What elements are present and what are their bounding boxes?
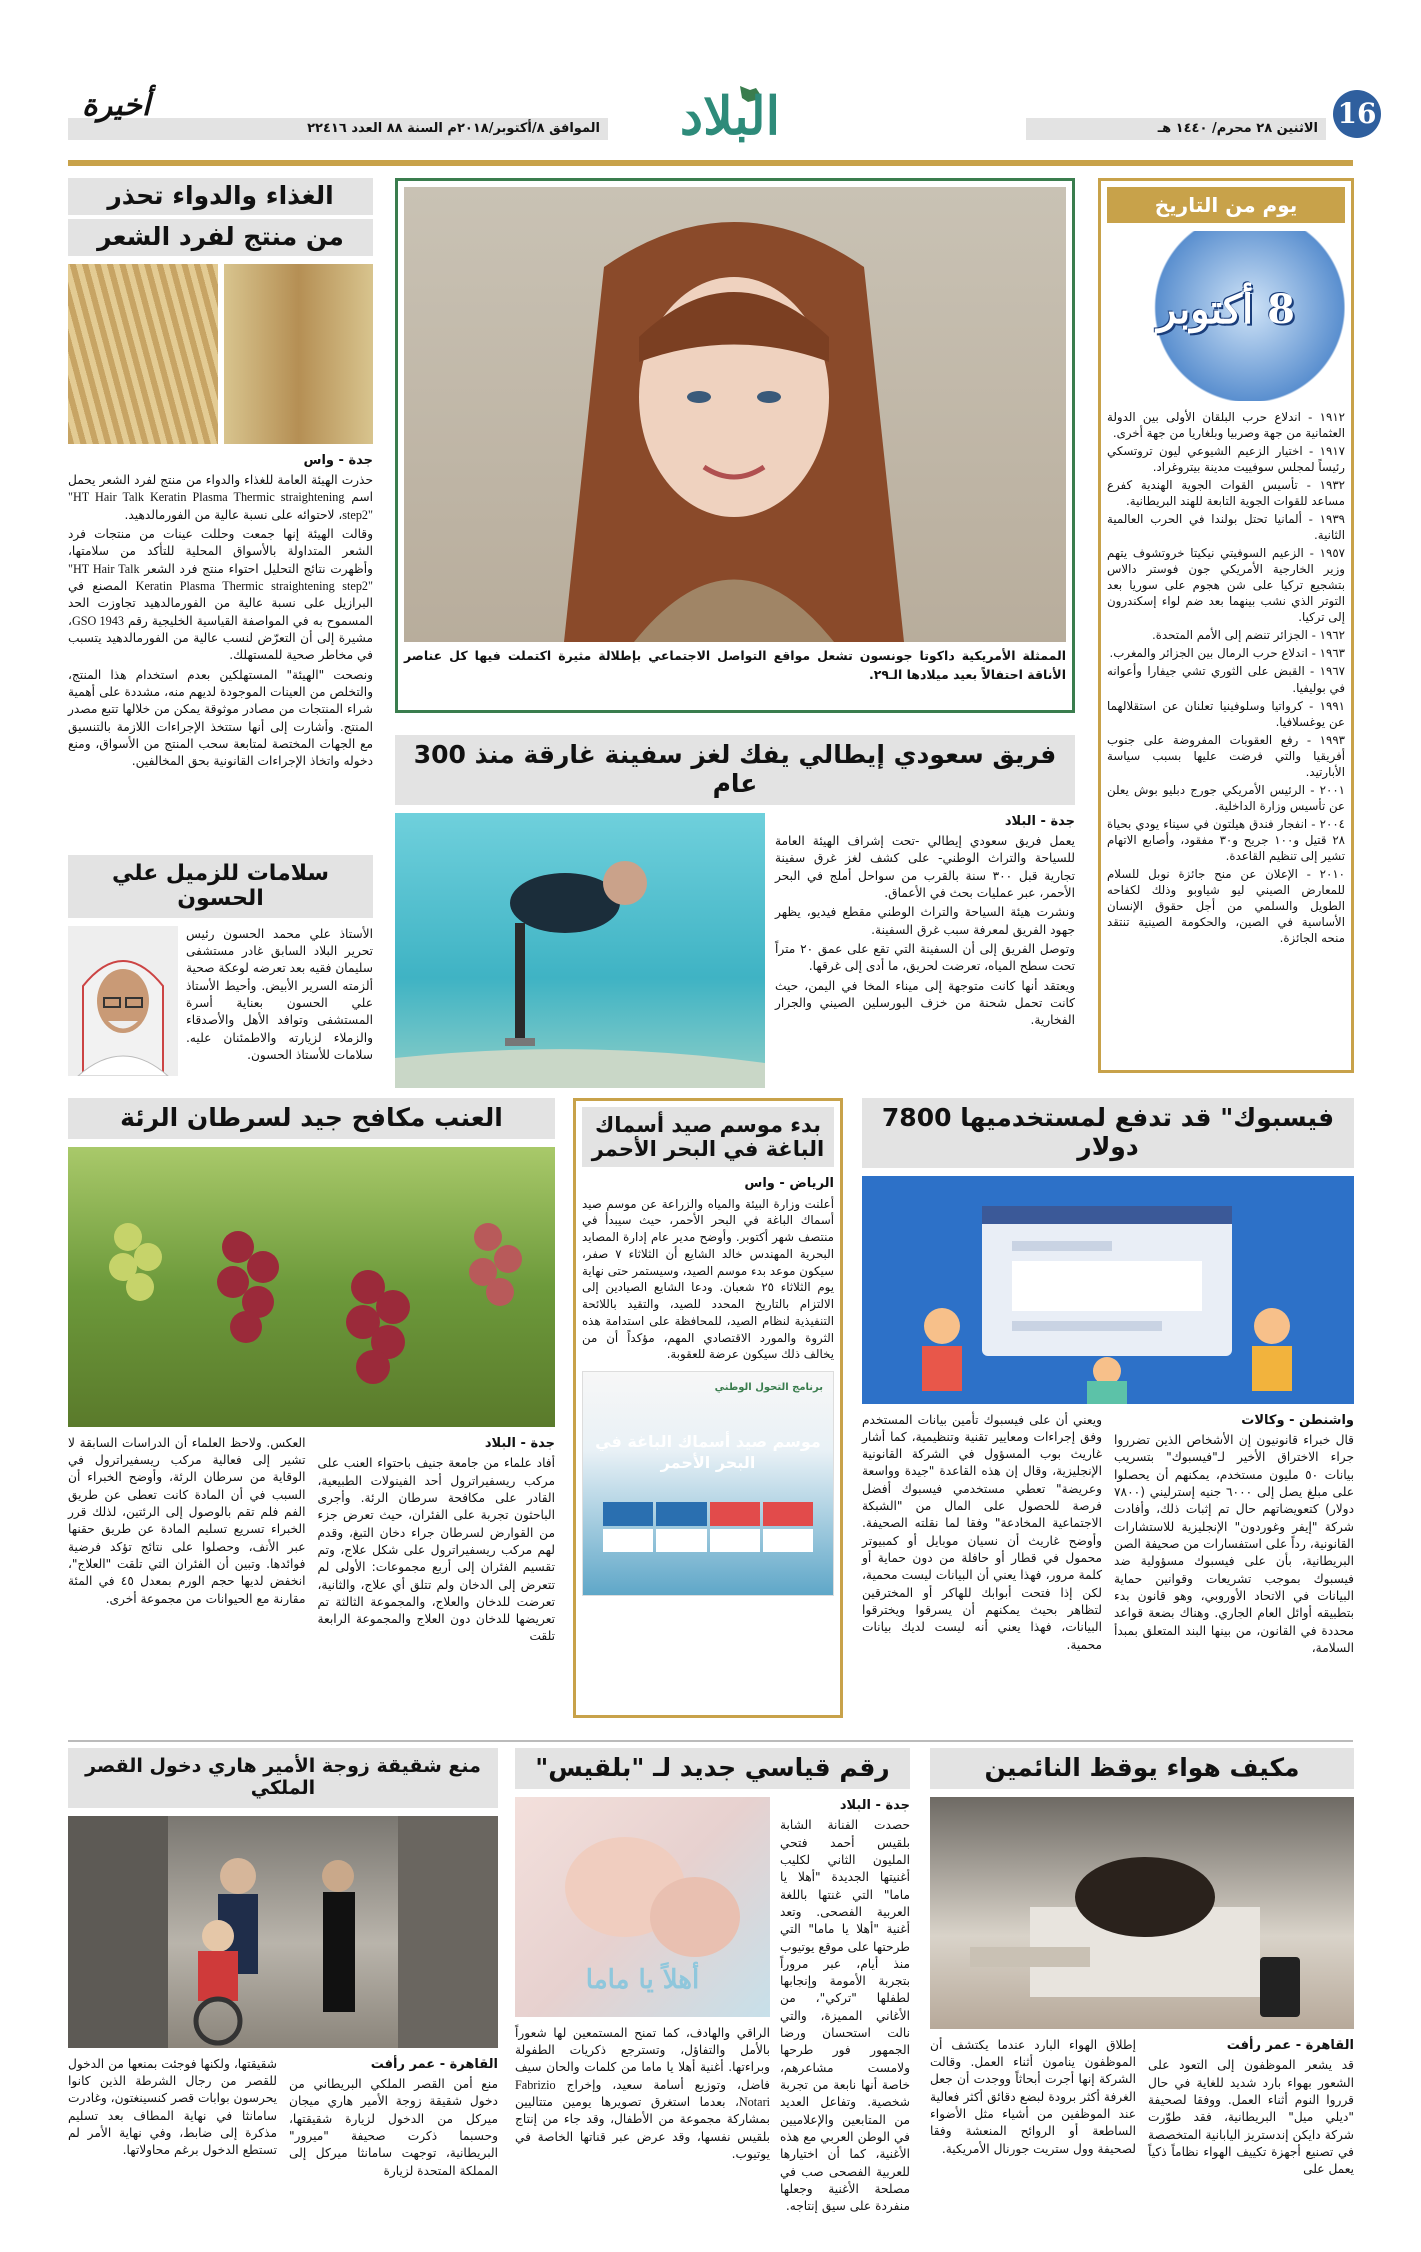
royal-article [68,1748,498,2228]
fish-poster-subtitle: برنامج التحول الوطني [714,1382,823,1394]
grapes-photo [68,1147,555,1427]
fish-poster-title: موسم صيد أسماك الباغة في البحر الأحمر [595,1432,821,1473]
facebook-column-2: ويعني أن على فيسبوك تأمين بيانات المستخدم وفق إجراءات ومعايير تقنية وتنظيمية، كما أشار غاريث بوب المسؤول في الشركة القانونية الإنجليزية، وقال إن هذه القاعدة "جيدة وواسعة وعريضة" تعطي مستخدمي فيسبوك أفضل فرصة للحصول على المال من "الشبكة الاجتماعية المخادعة" وفقا لما نقلته الصحيفة. وأوضح غاريث أن نسيان موبايل أو كمبيوتر محمول في قطار أو حافلة من دون حماية أو كلمة مرور، فهذا يعني أن البيانات ليست محمية، لكن إذا فتحت أبوابك للهاكر أو المخترقين لتظاهر بحيث يمكنهم أن يسرقوا ويخترقوا البيانات، فهذا يعني أنه ليست لديك بيانات محمية. [862,1412,1102,1652]
history-item: ٢٠١٠ - الإعلان عن منح جائزة نوبل للسلام للمعارض الصيني ليو شياوبو وذلك لكفاحه الطويل والسلمي من أجل حقوق الإنسان الأساسية في الصين، والحكومة الصينية تنتقد منحه الجائزة. [1107,866,1345,945]
fish-headline: بدء موسم صيد أسماك الباغة في البحر الأحمر [582,1107,834,1167]
royal-column-2: شقيقتها، ولكنها فوجئت بمنعها من الدخول للقصر من رجال الشرطة الذين كانوا يحرسون بوابات قصر كنسينغتون، وغادرت سامانثا في نهاية المطاف بعد تسليم مذكرة إلى ضابط، وفي نهاية الأمر لم تستطع الدخول برغم محاولاتها. [68,2056,277,2158]
history-item: ٢٠٠١ - الرئيس الأمريكي جورج دبليو بوش يعلن عن تأسيس وزارة الداخلية. [1107,782,1345,813]
fish-poster [582,1371,834,1596]
facebook-paragraph: قال خبراء قانونيون إن الأشخاص الذين تضرروا جراء الاختراق الأخير لـ"فيسبوك" بتسريب بيانات ٥٠ مليون مستخدم، يمكنهم أن يحصلوا على مبلغ يصل إلى ٦٠٠٠ جنيه إسترليني (٧٨٠٠ دولار) كتعويضاتهم حال تم إثبات ذلك، وأفادت شركة "إيفر وغوردون" الإنجليزية للاستشارات القانونية، رداً على استفسارات من صحيفة الصن البريطانية، بأن على فيسبوك مسؤولية ضد فيسبوك بموجب تشريعات وقوانين حماية البيانات في الاتحاد الأوروبي، وهو قانون بدء بتطبيقه أوائل العام الجاري. وهناك بضعة قواعد محددة في القانون، من بينها البند المتعلق بمبدأ السلامة، [1114,1432,1354,1655]
hair-paragraph: ونصحت "الهيئة" المستهلكين بعدم استخدام هذا المنتج، والتخلص من العينات الموجودة لديهم منه، مشددة على أهمية شراء المنتجات من مصادر موثوقة يمكن من خلالها تتبع مصدر المنتج. وأشارت إلى أنها ستتخذ الإجراءات اللازمة بالتنسيق مع الجهات المختصة لمتابعة سحب المنتج من الأسواق، ومنع دخوله واتخاذ الإجراءات القانونية بحق المخالفين. [68,667,373,769]
ac-headline: مكيف هواء يوقظ النائمين [930,1748,1354,1789]
condolence-body: الأستاذ علي محمد الحسون رئيس تحرير البلاد السابق غادر مستشفى سليمان فقيه بعد تعرضه لوعكة صحية ألزمته السرير الأبيض. وأحيط الأستاذ علي الحسون بعناية أسرة المستشفى وتوافد الأهل والأصدقاء والزملاء لزيارته والاطمئنان عليه. سلامات للأستاذ الحسون. [186,926,373,1062]
royal-column-1 [289,2056,498,2182]
history-item: ١٩١٢ - اندلاع حرب البلقان الأولى بين الدولة العثمانية من جهة وصربيا وبلغاريا من جهة أخرى. [1107,410,1345,441]
balqees-byline: جدة - البلاد [839,1797,910,1813]
hair-byline: جدة - واس [303,452,373,468]
history-logo-text: 8 أكتوبر [1157,286,1295,333]
portrait-man-icon [68,926,178,1076]
ac-column-1 [1148,2037,1354,2181]
fish-body [582,1175,834,1363]
date-right-bar: الاثنين ٢٨ محرم/ ١٤٤٠ هـ [1026,118,1326,140]
ship-paragraph: يعمل فريق سعودي إيطالي -تحت إشراف الهيئة العامة للسياحة والتراث الوطني- على كشف لغز غرق سفينة تجارية قبل ٣٠٠ سنة بالقرب من سواحل أملج في البحر الأحمر، عبر عمليات بحث في الأعماق. [775,833,1075,900]
history-box [1098,178,1354,1073]
facebook-byline: واشنطن - وكالات [1241,1412,1354,1428]
royal-paragraph: منع أمن القصر الملكي البريطاني من دخول شقيقة زوجة الأمير هاري ميجان ميركل من الدخول لزيارة شقيقتها، وحسبما ذكرت صحيفة "ميرور" البريطانية، توجهت سامانثا ميركل إلى المملكة المتحدة لزيارة [289,2077,498,2178]
condolence-headline: سلامات للزميل علي الحسون [68,855,373,918]
diver-photo [395,813,765,1088]
condolence-article [68,855,373,1075]
baby-photo [515,1797,770,2017]
social-network-illustration [862,1176,1354,1404]
grapes-paragraph: أفاد علماء من جامعة جنيف باحتواء العنب على مركب ريسفيراترول أحد الفينولات الطبيعية، القادر على مكافحة سرطان الرئة. وأجرى الباحثون تجربة على الفئران، حيث تعرض جزء من القوارض لسرطان جراء دخان التبغ، وقدم لهم مركب ريسفيراترول على شكل علاج، وتم تقسيم الفئران إلى أربع مجموعات: الأولى لم تتعرض إلى الدخان ولم تتلق أي علاج، والثانية، تعرضت للدخان والعلاج، والمجموعة الثالثة تم تعريضها للدخان دون العلاج والمجموعة الرابعة تلقت [317,1456,555,1644]
hair-headline-1: الغذاء والدواء تحذر [68,178,373,215]
grapes-byline: جدة - البلاد [484,1435,555,1451]
condolence-portrait [68,926,178,1076]
hair-article [68,178,373,868]
grapes-illustration [68,1147,555,1427]
date-left-bar: الموافق ٨/أكتوبر/٢٠١٨م السنة ٨٨ العدد ٢٢٤١٦ [68,118,608,140]
royal-headline: منع شقيقة زوجة الأمير هاري دخول القصر الملكي [68,1748,498,1808]
royal-byline: القاهرة - عمر رأفت [370,2056,498,2072]
history-item: ١٩٣٩ - ألمانيا تحتل بولندا في الحرب العالمية الثانية. [1107,512,1345,543]
main-photo-caption: الممثلة الأمريكية داكوتا جونسون تشعل مواقع التواصل الاجتماعي بإطلالة مثيرة اكتملت فيها كل عناصر الأناقة احتفالاً بعيد ميلادها الـ٢٩. [404,648,1066,682]
ac-article [930,1748,1354,2228]
hair-images [68,264,373,444]
history-list [1107,409,1345,946]
newspaper-logo [640,80,820,150]
page-number-badge: 16 [1333,90,1381,138]
wheelchair-scene-illustration [68,1816,498,2048]
ac-column-2: إطلاق الهواء البارد عندما يكتشف أن الموظفون ينامون أثناء العمل. وقالت الشركة إنها أجرت أبحاثاً ووجدت أن جعل الغرفة أكثر برودة لبضع دقائق أكثر فعالية عند الموظفين من أشياء مثل الأضواء الساطعة أو الروائح المنعشة وفقا لصحيفة وول ستريت جورنال الأمريكية. [930,2037,1136,2156]
portrait-illustration [404,187,1066,642]
hair-body [68,452,373,771]
facebook-column-1 [1114,1412,1354,1660]
sleeping-worker-illustration [930,1797,1354,2029]
history-item: ١٩٩١ - كرواتيا وسلوفينيا تعلنان عن استقلالهما عن يوغسلافيا. [1107,698,1345,729]
grapes-article [68,1098,555,1718]
history-item: ١٩٦٢ - الجزائر تنضم إلى الأمم المتحدة. [1152,628,1345,643]
hair-before-photo [68,264,218,444]
history-item: ١٩٣٢ - تأسيس القوات الجوية الهندية كفرع مساعد للقوات الجوية التابعة للهند البريطانية. [1107,478,1345,509]
history-title: يوم من التاريخ [1107,187,1345,223]
balqees-column-1 [780,1797,910,2218]
grapes-column-1 [318,1435,556,1648]
hair-paragraph: وقالت الهيئة إنها جمعت وحللت عينات من منتجات فرد الشعر المتداولة بالأسواق المحلية للتأكد من سلامتها، وأظهرت نتائج التحليل احتواء منتج فرد الشعر "HT Hair Talk Keratin Plasma Thermic straightening step2" المصنع في البرازيل على نسبة عالية من الفورمالدهيد تجاوزت الحد المسموح به في المواصفة القياسية الخليجية رقم GSO 1943، مشيرة إلى أن التعرّض لنسب عالية من الفورمالدهيد يتسبب في مخاطر صحية للمستهلك. [68,526,374,663]
masthead-divider [68,160,1353,166]
history-logo [1107,231,1345,401]
fish-poster-table [603,1502,813,1552]
ship-paragraph: وتوصل الفريق إلى أن السفينة التي تقع على عمق ٢٠ متراً تحت سطح المياه، تعرضت لحريق، ما أدى إلى غرقها. [775,941,1075,974]
ac-paragraph: قد يشعر الموظفون إلى التعود على الشعور بهواء بارد شديد للغاية في حال قرروا النوم أثناء العمل. ووفقا لصحيفة "ديلي ميل" البريطانية، فقد طوّرت شركة دايكن إندستريز اليابانية المتخصصة في تصنيع أجهزة تكييف الهواء نظاماً ذكياً يعمل على [1148,2058,1354,2177]
royal-photo [68,1816,498,2048]
balqees-paragraph: حصدت الفنانة الشابة بلقيس أحمد فتحي المليون الثاني لكليب أغنيتها الجديدة "أهلا يا ماما" التي غنتها باللغة العربية الفصحى. وتعد أغنية "أهلا يا ماما" التي طرحتها على موقع يوتيوب منذ أيام، عبر مروراً بتجربة الأمومة وإنجابها لطفلها "تركي"، من الأغاني المميزة، والتي نالت استحسان ورضا الجمهور فور طرحها ولامست مشاعرهم، خاصة أنها نابعة من تجربة شخصية. وتفاعل العديد من المتابعين والإعلاميين في الوطن العربي مع هذه الأغنية، كما أن اختيارها للعربية الفصحى صب في مصلحة الأغنية وجعلها منفردة على سيق إنتاجه. [780,1818,910,2214]
grapes-headline: العنب مكافح جيد لسرطان الرئة [68,1098,555,1139]
facebook-headline: فيسبوك" قد تدفع لمستخدميها 7800 دولار [862,1098,1354,1168]
masthead [0,80,1421,160]
balqees-column-2: الراقي والهادف، كما تمنح المستمعين لها شعوراً بالأمل والتفاؤل، وتسترجع ذكريات الطفولة وبراءتها. أغنية أهلا يا ماما من كلمات والحان سيف فاضل، وتوزيع أسامة سعيد، وإخراج Fabrizio Notari، بعدما استغرق تصويرها يومين متتاليين بمشاركة مجموعة من الأطفال، وقد جاء من إنتاج بلقيس نفسها، وقد عرض عبر قناتها الخاصة في يوتيوب. [515,2025,771,2162]
history-item: ١٩٦٣ - اندلاع حرب الرمال بين الجزائر والمغرب. [1109,646,1345,661]
ship-article [395,735,1075,1075]
hair-paragraph: حذرت الهيئة العامة للغذاء والدواء من منتج لفرد الشعر يحمل اسم "HT Hair Talk Keratin Plasma Thermic straightening step2"، لاحتوائه على نسبة عالية من الفورمالدهيد. [68,472,373,522]
history-item: ١٩٩٣ - رفع العقوبات المفروضة على جنوب أفريقيا والتي فرضت عليها بسبب سياسة الأبارتيد. [1107,732,1345,779]
ship-paragraph: ويعتقد أنها كانت متوجهة إلى ميناء المخا في اليمن، حيث كانت تحمل شحنة من خزف البورسلين الصيني والجرار الفخارية. [775,978,1075,1028]
history-item: ١٩٥٧ - الزعيم السوفيتي نيكيتا خروتشوف يتهم وزير الخارجية الأمريكي جون فوستر دالاس بتشجيع تركيا على شن هجوم على سوريا بعد التوتر الذي نشب بينهما بعد ضم لواء إسكندرون إلى تركيا. [1107,546,1345,625]
history-item: ١٩١٧ - اختيار الزعيم الشيوعي ليون تروتسكي رئيساً لمجلس سوفييت مدينة بيتروغراد. [1107,444,1345,475]
section-label: أخيرة [82,88,151,123]
ac-byline: القاهرة - عمر رأفت [1226,2037,1354,2053]
section-divider [68,1740,1353,1742]
fish-paragraph: أعلنت وزارة البيئة والمياه والزراعة عن موسم صيد أسماك الباغة في البحر الأحمر، حيث سيبدأ في منتصف شهر أكتوبر. وأوضح مدير عام إدارة المصايد البحرية المهندس خالد الشايع أن الثلاثاء ٧ صفر، سيكون موعد بدء موسم الصيد، وسيستمر حتى نهاية يوم الثلاثاء ٢٥ شعبان. ودعا الشايع الصيادين إلى الالتزام بالتاريخ المحدد للصيد، والتقيد باللائحة التنفيذية لنظام الصيد، للمحافظة على استدامة هذه الثروة والمورد الاقتصادي المهم، مؤكداً أن من يخالف ذلك سيكون عرضة للعقوبة. [582,1196,834,1362]
balqees-headline: رقم قياسي جديد لـ "بلقيس" [515,1748,910,1789]
ship-paragraph: ونشرت هيئة السياحة والتراث الوطني مقطع فيديو، يظهر جهود الفريق لمعرفة سبب غرق السفينة. [775,905,1075,937]
hair-after-photo [224,264,374,444]
baby-photo-text: أهلاً يا ماما [585,1964,700,1995]
logo-text: البلاد [679,86,781,147]
fish-byline: الرياض - واس [744,1176,834,1192]
main-photo [404,187,1066,642]
sleeping-worker-photo [930,1797,1354,2029]
diver-illustration [395,813,765,1088]
facebook-article [862,1098,1354,1718]
history-item: ١٩٦٧ - القبض على الثوري تشي جيفارا وأعوانه في بوليفيا. [1107,664,1345,695]
facebook-illustration [862,1176,1354,1404]
hair-headline-2: من منتج لفرد الشعر [68,219,373,256]
grapes-column-2: العكس. ولاحظ العلماء أن الدراسات السابقة لا تشير إلى فعالية مركب ريسفيراترول في الوقاية من سرطان الرئة، وأوضح الخبراء أن السبب في أن المادة كانت تعطى عن طريق الفم فلم تقم بالوصول إلى الرئتين، لذلك قرر الخبراء تسريع تسليم المادة عن طريق حقنها عبر الأنف، وحصلوا على نتائج تؤكد فرضية فوائدها. وتبين أن الفئران التي تلقت "العلاج"، انخفض لديها حجم الورم بمعدل ٤٥ في المئة مقارنة مع الحيوانات من مجموعة أخرى. [68,1435,306,1606]
main-photo-frame [395,178,1075,713]
ship-body [775,813,1075,1088]
history-item: ٢٠٠٤ - انفجار فندق هيلتون في سيناء يودي بحياة ٢٨ قتيل و١٠٠ جريح و٣٠ مفقود، وأصابع الاتهام تشير إلى تنظيم القاعدة. [1107,816,1345,863]
balqees-article [515,1748,910,2228]
ship-headline: فريق سعودي إيطالي يفك لغز سفينة غارقة منذ 300 عام [395,735,1075,805]
ship-byline: جدة - البلاد [1004,813,1075,829]
fish-article [573,1098,843,1718]
